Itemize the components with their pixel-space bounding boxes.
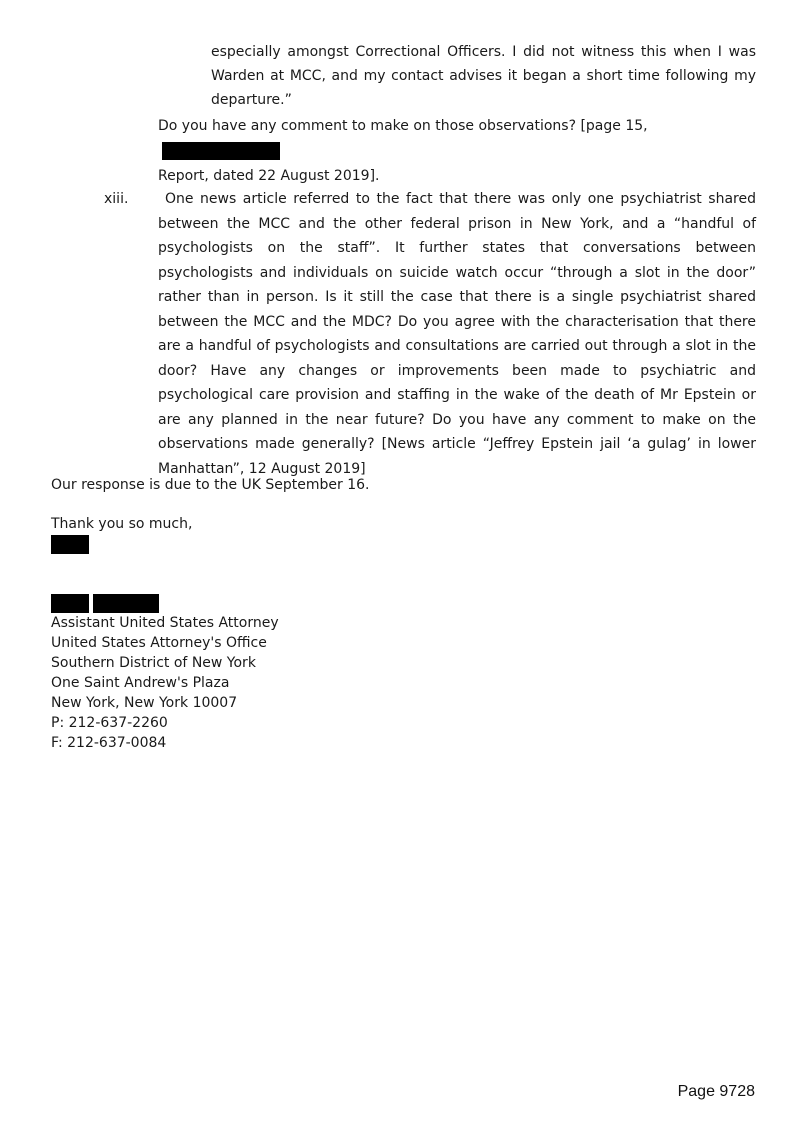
- signature-address-line2: New York, New York 10007: [51, 695, 238, 711]
- item-paragraph: One news article referred to the fact that there was only one psychiatrist shared between the MCC and the other federal prison in New York, and a “handful of psychologists on the staff”. It further states that conversations between psychologists and individuals on suicide watch occur “through a slot in the door” rather than in person. Is it still the case that there is a single psychiatrist shared between the MCC and the MDC? Do you agree with the characterisation that there are a handful of psychologists and consultations are carried out through a slot in the door? Have any changes or improvements been made to psychiatric and psychological care provision and staffing in the wake of the death of Mr Epstein or are any planned in the near future? Do you have any comment to make on the observations made generally? [News article “Jeffrey Epstein jail ‘a gulag’ in lower Manhattan”, 12 August 2019]: [158, 191, 756, 477]
- signature-title: Assistant United States Attorney: [51, 615, 279, 631]
- question-closing: ].: [369, 168, 380, 184]
- response-note: Our response is due to the UK September 16.: [51, 477, 370, 493]
- page-number: Page 9728: [677, 1083, 755, 1100]
- redaction-block: [162, 142, 280, 160]
- signature-block: [51, 613, 279, 753]
- redacted-first-name: [51, 594, 89, 613]
- signature-phone: P: 212-637-2260: [51, 715, 168, 731]
- signature-office: United States Attorney's Office: [51, 635, 267, 651]
- signature-district: Southern District of New York: [51, 655, 256, 671]
- item-number: xiii.: [104, 191, 129, 207]
- question-text: Do you have any comment to make on those observations? [page 15,: [158, 118, 648, 134]
- redacted-last-name: [93, 594, 159, 613]
- report-reference: Report, dated 22 August 2019: [158, 168, 370, 184]
- signature-fax: F: 212-637-0084: [51, 735, 167, 751]
- quote-continuation: especially amongst Correctional Officers. I did not witness this when I was Warden at MCC, and my contact advises it began a short time following my departure.”: [211, 44, 756, 108]
- question-paragraph: [158, 114, 758, 189]
- thanks-line: Thank you so much,: [51, 516, 193, 532]
- signature-address-line1: One Saint Andrew's Plaza: [51, 675, 230, 691]
- redacted-signature-name: [51, 535, 89, 554]
